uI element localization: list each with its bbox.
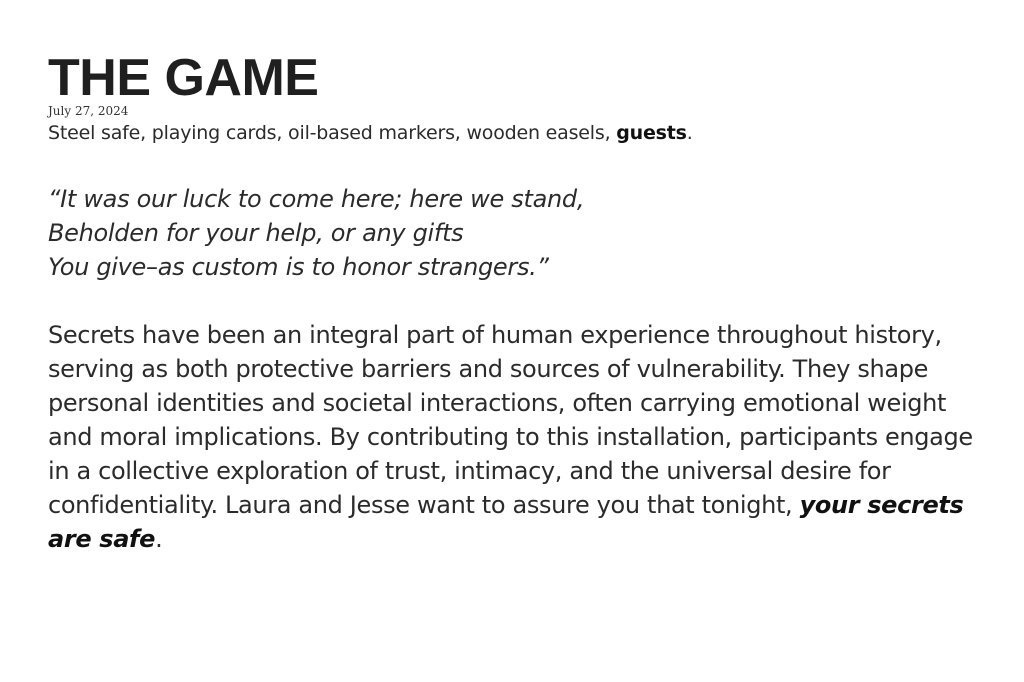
epigraph-quote <box>48 182 988 284</box>
materials-text: Steel safe, playing cards, oil-based markers, wooden easels, <box>48 122 617 144</box>
body-text: Secrets have been an integral part of human experience throughout history, serving as both protective barriers and sources of vulnerability. They shape personal identities and societal interactions, often carrying emotional weight and moral implications. By contributing to this installation, participants engage in a collective exploration of trust, intimacy, and the universal desire for confidentiality. Laura and Jesse want to assure you that tonight, <box>48 321 973 519</box>
materials-emphasis: guests <box>616 122 687 144</box>
body-emphasis: your secrets are safe <box>48 491 964 553</box>
date-label: July 27, 2024 <box>48 104 129 118</box>
page-title: THE GAME <box>48 49 319 107</box>
materials-line <box>48 120 988 146</box>
quote-line-1: “It was our luck to come here; here we stand, <box>48 185 585 213</box>
body-paragraph <box>48 318 988 556</box>
quote-line-3: You give–as custom is to honor strangers.” <box>48 253 549 281</box>
body-suffix: . <box>155 525 163 553</box>
materials-suffix: . <box>686 122 693 144</box>
document-page <box>48 49 988 556</box>
quote-line-2: Beholden for your help, or any gifts <box>48 219 464 247</box>
